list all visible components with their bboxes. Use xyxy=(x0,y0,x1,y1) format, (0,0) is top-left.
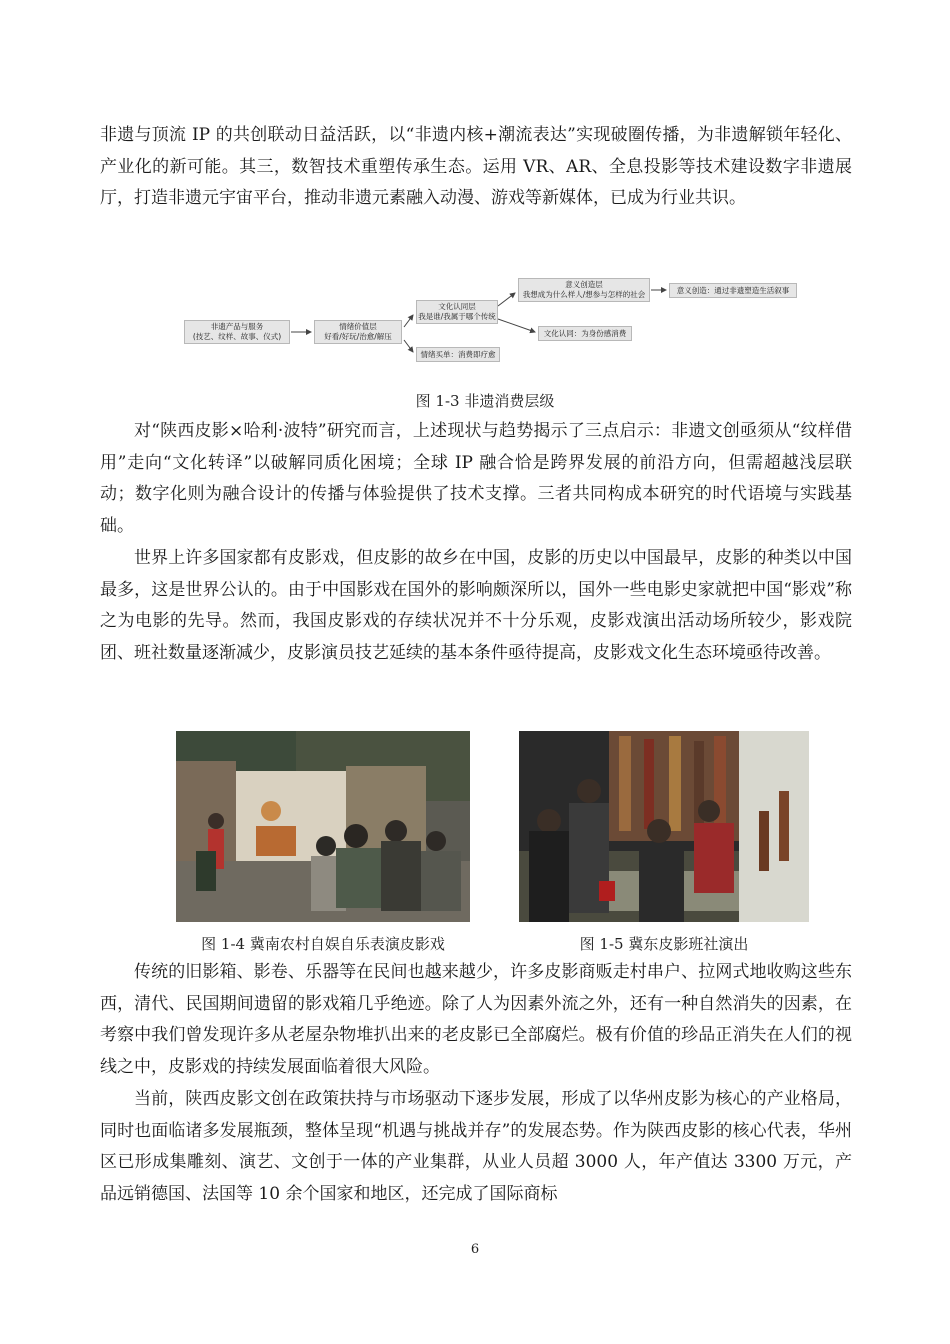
node-identity-result-text: 文化认同：为身份感消费 xyxy=(543,328,627,338)
node-products-line2: (技艺、纹样、故事、仪式) xyxy=(192,332,282,341)
node-emotional-line2: 好看/好玩/治愈/解压 xyxy=(324,332,392,341)
node-meaning-result-text: 意义创造：通过非遗塑造生活叙事 xyxy=(676,285,790,295)
node-emotional-line1: 情绪价值层 xyxy=(339,322,377,331)
node-products-services xyxy=(184,320,290,344)
node-meaning-creation xyxy=(518,278,650,302)
page-number: 6 xyxy=(470,1242,480,1257)
figure-1-4-caption: 图 1-4 冀南农村自娱自乐表演皮影戏 xyxy=(201,935,445,953)
troupe-performance-photo xyxy=(519,731,809,922)
paragraph-2: 对“陕西皮影×哈利·波特”研究而言，上述现状与趋势揭示了三点启示：非遗文创亟须从“纹样借用”走向“文化转译”以破解同质化困境；全球 IP 融合恰是跨界发展的前沿方向，但需超越浅层联动；数字化则为融合设计的传播与体验提供了技术支撑。三者共同构成本研究的时代语境与实践基础。 xyxy=(100,421,852,536)
paragraph-4: 传统的旧影箱、影卷、乐器等在民间也越来越少，许多皮影商贩走村串户、拉网式地收购这些东西，清代、民国期间遗留的影戏箱几乎绝迹。除了人为因素外流之外，还有一种自然消失的因素，在考察中我们曾发现许多从老屋杂物堆扒出来的老皮影已全部腐烂。极有价值的珍品正消失在人们的视线之中，皮影戏的持续发展面临着很大风险。 xyxy=(100,962,852,1077)
consumption-hierarchy-diagram xyxy=(180,266,820,376)
figure-1-3-caption: 图 1-3 非遗消费层级 xyxy=(415,392,555,410)
node-identity-line1: 文化认同层 xyxy=(438,302,476,311)
node-emotion-result xyxy=(416,347,500,362)
paragraph-1: 非遗与顶流 IP 的共创联动日益活跃，以“非遗内核+潮流表达”实现破圈传播，为非遗解锁年轻化、产业化的新可能。其三，数智技术重塑传承生态。运用 VR、AR、全息投影等技术建设数字非遗展厅，打造非遗元宇宙平台，推动非遗元素融入动漫、游戏等新媒体，已成为行业共识。 xyxy=(100,125,852,208)
node-products-line1: 非遗产品与服务 xyxy=(210,322,264,331)
node-emotion-result-text: 情绪买单：消费即疗愈 xyxy=(420,349,496,359)
paragraph-3: 世界上许多国家都有皮影戏，但皮影的故乡在中国，皮影的历史以中国最早，皮影的种类以中国最多，这是世界公认的。由于中国影戏在国外的影响颇深所以，国外一些电影史家就把中国“影戏”称之为电影的先导。然而，我国皮影戏的存续状况并不十分乐观，皮影戏演出活动场所较少，影戏院团、班社数量逐渐减少，皮影演员技艺延续的基本条件亟待提高，皮影戏文化生态环境亟待改善。 xyxy=(100,548,852,663)
node-meaning-result xyxy=(669,283,797,298)
node-identity-result xyxy=(538,326,632,341)
paragraph-5: 当前，陕西皮影文创在政策扶持与市场驱动下逐步发展，形成了以华州皮影为核心的产业格局，同时也面临诸多发展瓶颈，整体呈现“机遇与挑战并存”的发展态势。作为陕西皮影的核心代表，华州区已形成集雕刻、演艺、文创于一体的产业集群，从业人员超 3000 人，年产值达 3300 万元，产品远销德国、法国等 10 余个国家和地区，还完成了国际商标 xyxy=(100,1089,852,1204)
node-meaning-line1: 意义创造层 xyxy=(565,280,603,289)
figure-1-5-caption: 图 1-5 冀东皮影班社演出 xyxy=(579,935,749,953)
node-cultural-identity xyxy=(416,300,498,324)
node-emotional-value xyxy=(314,320,402,344)
node-meaning-line2: 我想成为什么样人/想参与怎样的社会 xyxy=(522,290,646,299)
rural-shadow-play-photo xyxy=(176,731,470,922)
node-identity-line2: 我是谁/我属于哪个传统 xyxy=(418,312,496,321)
